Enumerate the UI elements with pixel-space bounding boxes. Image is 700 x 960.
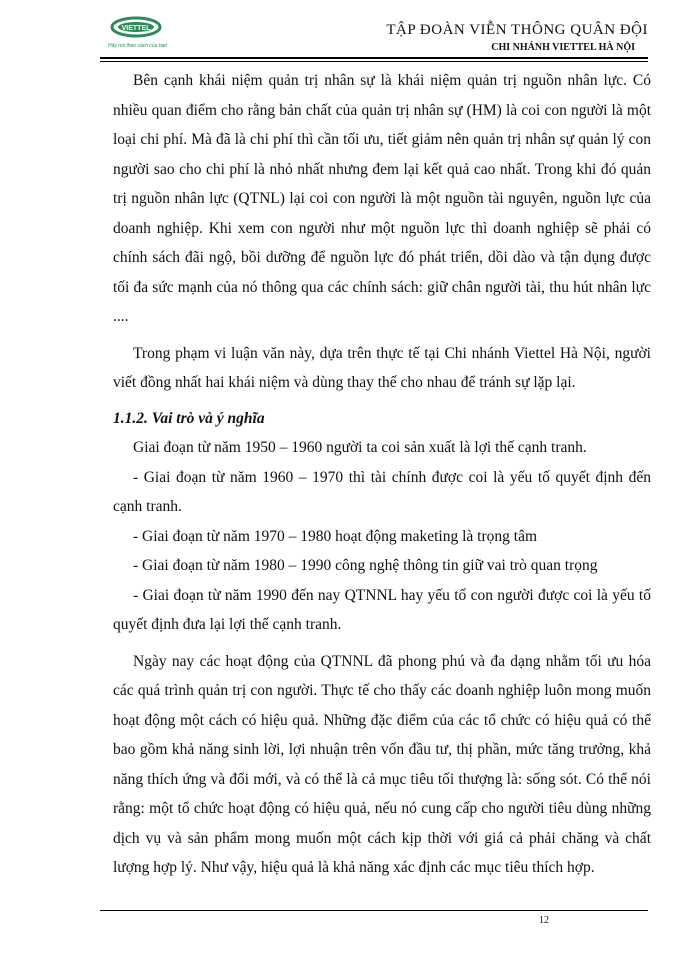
logo-tagline: Hãy nói theo cách của bạn [108,43,168,49]
paragraph-period-1950: Giai đoạn từ năm 1950 – 1960 người ta coi sản xuất là lợi thế cạnh tranh. [133,439,587,456]
paragraph-scope: Trong phạm vi luận văn này, dựa trên thực tế tại Chi nhánh Viettel Hà Nội, người viết đồng nhất hai khái niệm và dùng thay thế cho nhau để tránh sự lặp lại. [113,344,651,391]
footer-divider [100,910,648,911]
viettel-logo [106,14,216,54]
page-number: 12 [539,915,549,926]
document-body [113,66,651,883]
logo-wordmark: VIETTEL [121,25,151,32]
paragraph-period-1990: - Giai đoạn từ năm 1990 đến nay QTNNL hay yếu tố con người được coi là yếu tố quyết định đưa lại lợi thế cạnh tranh. [113,586,651,633]
paragraph-period-1970: - Giai đoạn từ năm 1970 – 1980 hoạt động maketing là trọng tâm [133,527,538,545]
paragraph-period-1980: - Giai đoạn từ năm 1980 – 1990 công nghệ thông tin giữ vai trò quan trọng [133,557,598,574]
paragraph-effectiveness: Ngày nay các hoạt động của QTNNL đã phong phú và đa dạng nhằm tối ưu hóa các quá trình quản trị con người. Thực tế cho thấy các doanh nghiệp luôn mong muốn hoạt động một cách có hiệu quả. Những đặc điểm của các tổ chức có hiệu quả có thể bao gồm khả năng sinh lời, lợi nhuận trên vốn đầu tư, thị phần, mức tăng trưởng, khả năng thích ứng và đổi mới, và có thể là cả mục tiêu tối thượng là: sống sót. Có thể nói rằng: một tổ chức hoạt động có hiệu quả, nếu nó cung cấp cho người tiêu dùng những dịch vụ và sản phẩm mong muốn một cách kịp thời với giá cả phải chăng và chất lượng hợp lý. Như vậy, hiệu quả là khả năng xác định các mục tiêu thích hợp. [113,652,651,876]
header-subtitle: CHI NHÁNH VIETTEL HÀ NỘI [491,42,635,53]
header-divider [100,57,648,59]
header-divider-thin [100,61,648,62]
section-heading: 1.1.2. Vai trò và ý nghĩa [113,409,265,427]
paragraph-hr-concepts: Bên cạnh khái niệm quản trị nhân sự là khái niệm quản trị nguồn nhân lực. Có nhiều quan điểm cho rằng bản chất của quản trị nhân sự (HM) là coi con người là một loại chi phí. Mà đã là chi phí thì cần tối ưu, tiết giảm nên quản trị nhân sự quản lý con người sao cho chi phí là nhỏ nhất nhưng đem lại kết quả cao nhất. Trong khi đó quản trị nguồn nhân lực (QTNL) lại coi con người là một nguồn tài nguyên, nguồn lực của doanh nghiệp. Khi xem con người như một nguồn lực thì doanh nghiệp sẽ phải có chính sách đãi ngộ, bồi dưỡng để nguồn lực đó phát triển, dồi dào và tận dụng được tối đa sức mạnh của nó thông qua các chính sách: giữ chân người tài, thu hút nhân lực .... [113,72,651,325]
header-title: TẬP ĐOÀN VIỄN THÔNG QUÂN ĐỘI [386,22,648,38]
paragraph-period-1960: - Giai đoạn từ năm 1960 – 1970 thì tài chính được coi là yếu tố quyết định đến cạnh tranh. [113,468,651,515]
